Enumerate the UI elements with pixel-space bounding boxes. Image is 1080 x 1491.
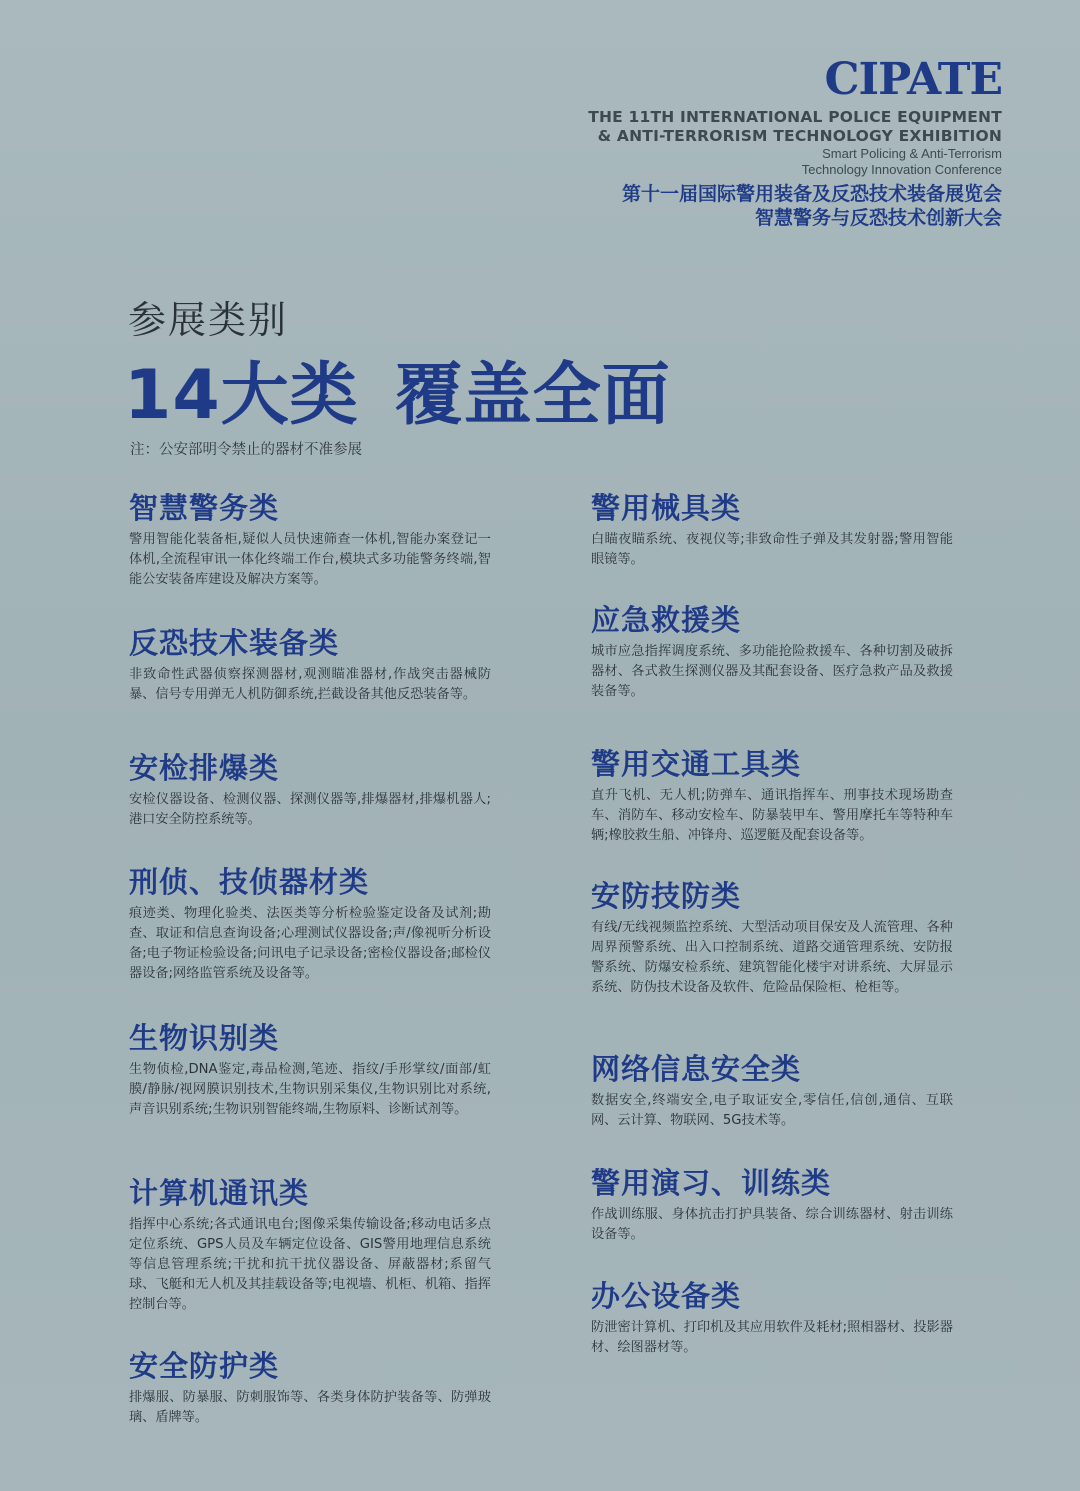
category-item (591, 1278, 953, 1358)
category-description: 痕迹类、物理化验类、法医类等分析检验鉴定设备及试剂;勘查、取证和信息查询设备;心理测试仪器设备;声/像视听分析设备;电子物证检验设备;问讯电子记录设备;密检仪器设备;邮检仪器设备;网络监管系统及设备等。 (129, 906, 491, 981)
category-description: 警用智能化装备柜,疑似人员快速筛查一体机,智能办案登记一体机,全流程审讯一体化终端工作台,模块式多功能警务终端,智能公安装备库建设及解决方案等。 (129, 532, 491, 587)
category-title: 警用演习、训练类 (591, 1166, 832, 1200)
headline-coverage: 覆盖全面 (394, 356, 671, 435)
category-title: 智慧警务类 (129, 491, 280, 525)
category-title: 安检排爆类 (129, 751, 280, 785)
category-item (591, 1165, 953, 1245)
category-title: 应急救援类 (591, 603, 742, 637)
category-description: 城市应急指挥调度系统、多功能抢险救援车、各种切割及破拆器材、各式救生探测仪器及其配套设备、医疗急救产品及救援装备等。 (591, 644, 953, 699)
section-label: 参展类别 (128, 298, 289, 342)
english-title-line-1: THE 11TH INTERNATIONAL POLICE EQUIPMENT (588, 108, 1002, 126)
chinese-title-line-1: 第十一届国际警用装备及反恐技术装备展览会 (621, 183, 1002, 205)
category-description: 排爆服、防暴服、防刺服饰等、各类身体防护装备等、防弹玻璃、盾牌等。 (129, 1390, 491, 1425)
category-title: 计算机通讯类 (129, 1176, 310, 1210)
category-item (129, 864, 491, 984)
category-description: 白瞄夜瞄系统、夜视仪等;非致命性子弹及其发射器;警用智能眼镜等。 (591, 532, 953, 567)
category-description: 数据安全,终端安全,电子取证安全,零信任,信创,通信、互联网、云计算、物联网、5G技术等。 (591, 1093, 953, 1128)
category-title: 安防技防类 (591, 879, 742, 913)
category-description: 有线/无线视频监控系统、大型活动项目保安及人流管理、各种周界预警系统、出入口控制系统、道路交通管理系统、安防报警系统、防爆安检系统、建筑智能化楼宇对讲系统、大屏显示系统、防伪技术设备及软件、危险品保险柜、枪柜等。 (591, 920, 953, 995)
category-item (591, 878, 953, 998)
category-title: 刑侦、技侦器材类 (129, 865, 370, 899)
category-title: 反恐技术装备类 (129, 626, 340, 660)
category-item (591, 490, 953, 570)
category-item (129, 1348, 491, 1428)
exhibition-header (482, 54, 1002, 230)
headline-count: 14大类 (124, 356, 359, 435)
category-title: 警用交通工具类 (591, 747, 802, 781)
cipate-logo: CIPATE (824, 54, 1002, 105)
category-description: 防泄密计算机、打印机及其应用软件及耗材;照相器材、投影器材、绘图器材等。 (591, 1320, 953, 1355)
category-description: 安检仪器设备、检测仪器、探测仪器等,排爆器材,排爆机器人;港口安全防控系统等。 (129, 792, 491, 827)
prohibited-note: 注：公安部明令禁止的器材不准参展 (130, 442, 362, 458)
category-item (591, 746, 953, 846)
category-item (129, 1175, 491, 1315)
category-item (129, 490, 491, 590)
chinese-title-line-2: 智慧警务与反恐技术创新大会 (754, 207, 1002, 229)
category-title: 警用械具类 (591, 491, 742, 525)
category-item (591, 602, 953, 702)
english-title-line-2: & ANTI-TERRORISM TECHNOLOGY EXHIBITION (597, 127, 1002, 145)
category-title: 办公设备类 (591, 1279, 742, 1313)
category-item (591, 1051, 953, 1131)
category-item (129, 750, 491, 830)
category-item (129, 625, 491, 705)
category-title: 安全防护类 (129, 1349, 280, 1383)
category-description: 非致命性武器侦察探测器材,观测瞄准器材,作战突击器械防暴、信号专用弹无人机防御系统,拦截设备其他反恐装备等。 (129, 667, 491, 702)
category-description: 指挥中心系统;各式通讯电台;图像采集传输设备;移动电话多点定位系统、GPS人员及车辆定位设备、GIS警用地理信息系统等信息管理系统;干扰和抗干扰仪器设备、屏蔽器材;系留气球、飞艇和无人机及其挂载设备等;电视墙、机柜、机箱、指挥控制台等。 (129, 1217, 491, 1312)
category-description: 直升飞机、无人机;防弹车、通讯指挥车、刑事技术现场勘查车、消防车、移动安检车、防暴装甲车、警用摩托车等特种车辆;橡胶救生船、冲锋舟、巡逻艇及配套设备等。 (591, 788, 953, 843)
english-subtitle-line-2: Technology Innovation Conference (801, 162, 1002, 177)
category-item (129, 1020, 491, 1120)
category-title: 网络信息安全类 (591, 1052, 802, 1086)
headline (124, 356, 671, 436)
english-subtitle-line-1: Smart Policing & Anti-Terrorism (822, 146, 1002, 161)
category-description: 生物侦检,DNA鉴定,毒品检测,笔迹、指纹/手形掌纹/面部/虹膜/静脉/视网膜识别技术,生物识别采集仪,生物识别比对系统,声音识别系统;生物识别智能终端,生物原料、诊断试剂等。 (129, 1062, 491, 1117)
category-description: 作战训练服、身体抗击打护具装备、综合训练器材、射击训练设备等。 (591, 1207, 953, 1242)
category-title: 生物识别类 (129, 1021, 280, 1055)
